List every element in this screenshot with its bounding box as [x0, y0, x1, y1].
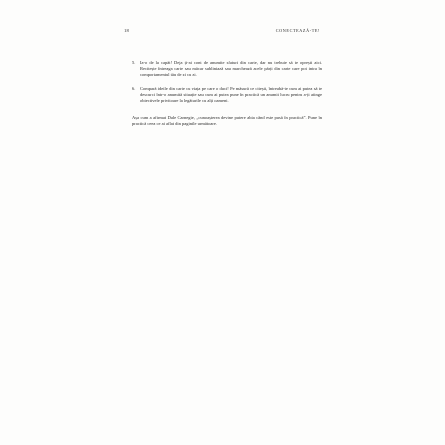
closing-paragraph: Așa cum a afirmat Dale Carnegie, „cunoașterea devine putere abia când este pusă în practică”. Pune în practică ceea ce ai aflat din paginile următoare.	[132, 114, 322, 126]
list-item-6	[132, 86, 322, 104]
list-item-5	[132, 60, 322, 78]
running-head	[124, 27, 320, 35]
body-text	[132, 60, 322, 127]
running-title: CONECTEAZĂ-TE!	[275, 28, 320, 33]
list-item-number: 5.	[132, 60, 136, 65]
list-item-text: Ia-o de la capăt! Deja ți-ai cont de anumite sfaturi din carte, dar nu trebuie să te oprești aici. Recitește întreaga carte sau măcar subliniază sau marchează acele părți din carte care pot intra în comportamentul tău de zi cu zi.	[140, 60, 322, 78]
list-item-number: 6.	[132, 86, 136, 92]
list-item-text: Compară ideile din carte cu viața pe care o duci! Pe măsură ce citești, întreabă-te cum ai putea să te descurci într-o anumită situație sau cum ai putea pune în practică un anumit lucru pentru a-ți atinge obiectivele privitoare la legăturile cu alți oameni.	[140, 86, 322, 104]
page-number: 18	[124, 28, 129, 33]
